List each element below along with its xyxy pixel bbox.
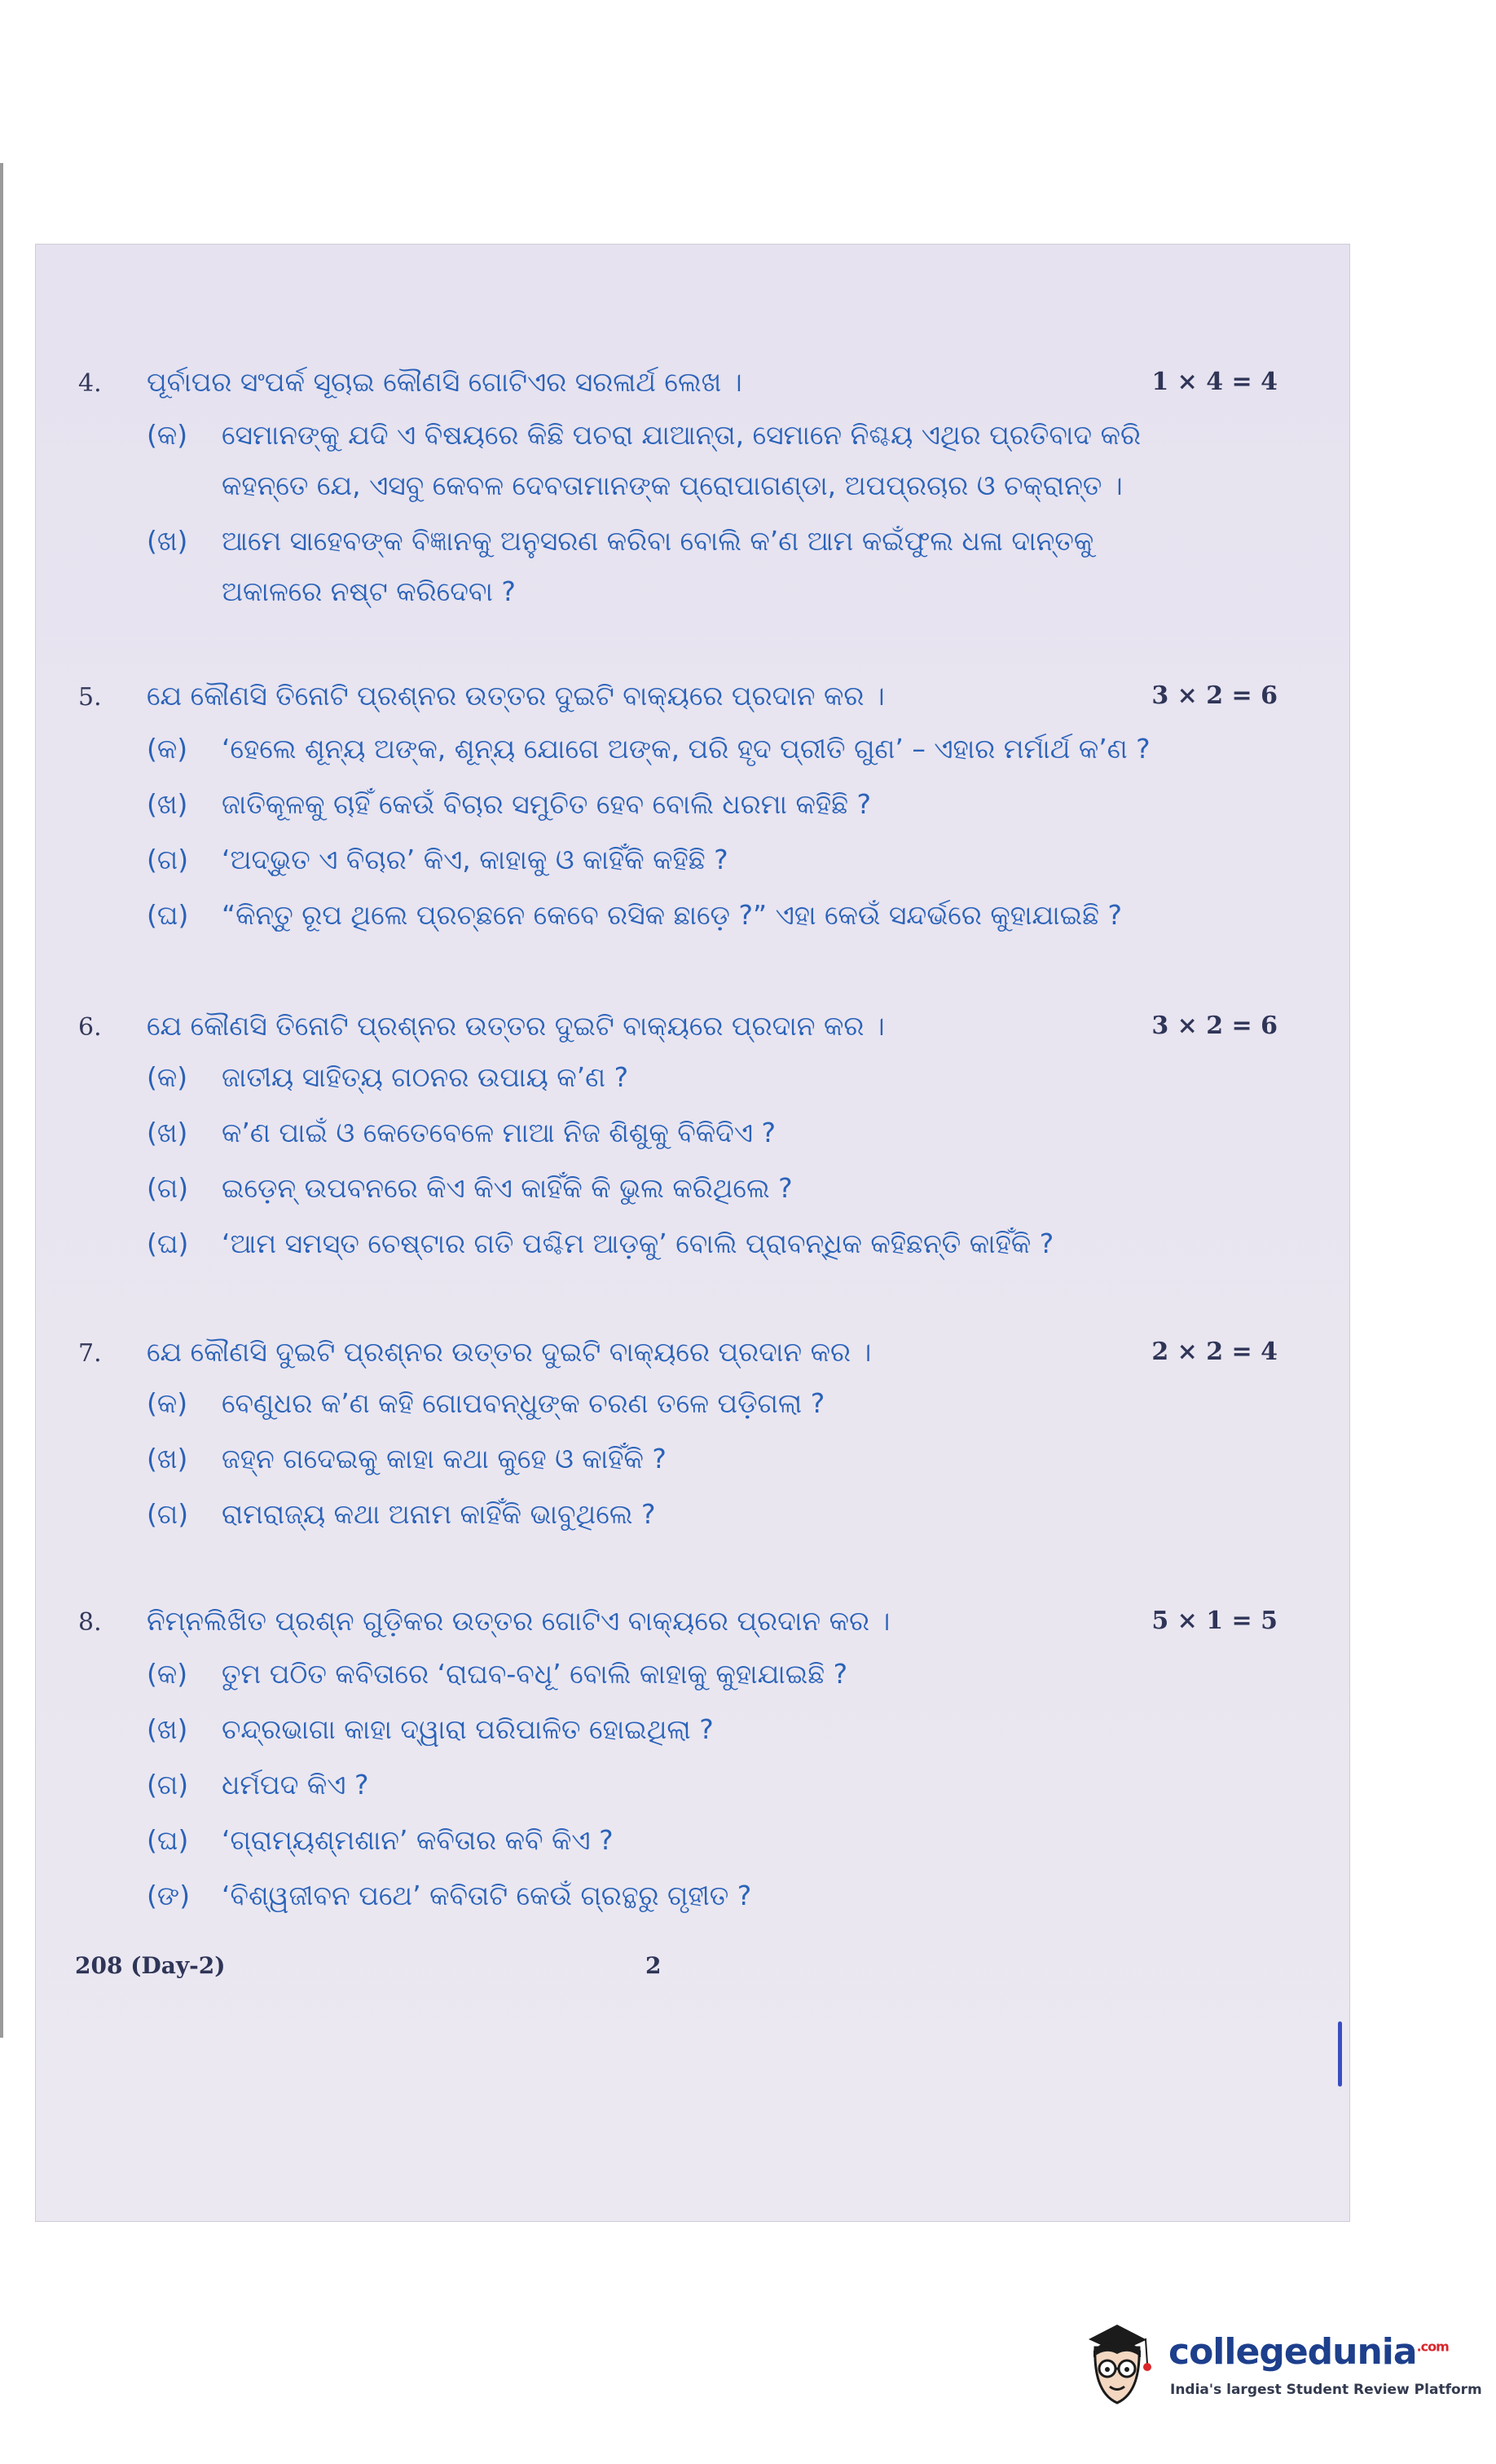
question-4-header <box>36 363 1349 412</box>
collegedunia-watermark <box>1072 2315 1482 2413</box>
sub-question-text: ଜାତିକୂଳକୁ ଚାହିଁ କେଉଁ ବିଚାର ସମୁଚିତ ହେବ ବୋଲି ଧରମା କହିଛି ? <box>222 788 872 820</box>
sub-question-label: (ଖ) <box>147 525 188 557</box>
sub-question-text-continued: କହନ୍ତେ ଯେ, ଏସବୁ କେବଳ ଦେବତାମାନଙ୍କ ପ୍ରୋପାଗଣ୍ଡା, ଅପପ୍ରଚାର ଓ ଚକ୍ରାନ୍ତ । <box>222 469 1123 501</box>
sub-question <box>147 890 1255 941</box>
sub-question-label: (ଗ) <box>147 1769 189 1801</box>
sub-question-text: ସେମାନଙ୍କୁ ଯଦି ଏ ବିଷୟରେ କିଛି ପଚରା ଯାଆନ୍ତା, ସେମାନେ ନିଶ୍ଚୟ ଏଥିର ପ୍ରତିବାଦ କରି <box>222 419 1142 451</box>
sub-question <box>147 1163 1255 1214</box>
sub-question-text: ‘ଗ୍ରାମ୍ୟଶ୍ମଶାନ’ କବିତାର କବି କିଏ ? <box>222 1824 614 1856</box>
sub-question-text: ‘ହେଲେ ଶୂନ୍ୟ ଅଙ୍କ, ଶୂନ୍ୟ ଯୋଗେ ଅଙ୍କ, ପରି ହୃଦ ପ୍ରୀତି ଗୁଣ’ – ଏହାର ମର୍ମାର୍ଥ କ’ଣ ? <box>222 733 1151 765</box>
sub-question-label: (ଖ) <box>147 788 188 820</box>
question-instruction: ନିମ୍ନଲିଖିତ ପ୍ରଶ୍ନ ଗୁଡ଼ିକର ଉତ୍ତର ଗୋଟିଏ ବାକ୍ୟରେ ପ୍ରଦାନ କର । <box>147 1605 891 1637</box>
sub-question-text: ଚନ୍ଦ୍ରଭାଗା କାହା ଦ୍ୱାରା ପରିପାଳିତ ହୋଇଥିଲା ? <box>222 1713 714 1745</box>
brand-domain-suffix: .com <box>1416 2338 1449 2355</box>
sub-question-text: ଜାତୀୟ ସାହିତ୍ୟ ଗଠନର ଉପାୟ କ’ଣ ? <box>222 1061 629 1093</box>
question-8-header <box>36 1602 1349 1651</box>
sub-question-label: (ଗ) <box>147 1172 189 1204</box>
sub-question-label: (କ) <box>147 419 188 451</box>
sub-question-text: ତୁମ ପଠିତ କବିତାରେ ‘ରାଘବ-ବଧୂ’ ବୋଲି କାହାକୁ କୁହାଯାଇଛି ? <box>222 1658 848 1690</box>
question-instruction: ଯେ କୌଣସି ତିନୋଟି ପ୍ରଶ୍ନର ଉତ୍ତର ଦୁଇଟି ବାକ୍ୟରେ ପ୍ରଦାନ କର । <box>147 680 885 712</box>
question-5-header <box>36 677 1349 725</box>
question-instruction: ଯେ କୌଣସି ଦୁଇଟି ପ୍ରଶ୍ନର ଉତ୍ତର ଦୁଇଟି ବାକ୍ୟରେ ପ୍ରଦାନ କର । <box>147 1336 872 1368</box>
sub-question <box>147 1434 1255 1484</box>
sub-question-label: (କ) <box>147 1658 188 1690</box>
question-number: 8. <box>78 1608 102 1637</box>
sub-question <box>147 1649 1255 1699</box>
mascot-logo-icon <box>1072 2315 1162 2413</box>
question-marks: 3 × 2 = 6 <box>1151 1012 1278 1040</box>
sub-question <box>147 410 1255 511</box>
sub-question-text: କ’ଣ ପାଇଁ ଓ କେତେବେଳେ ମାଆ ନିଜ ଶିଶୁକୁ ବିକିଦିଏ ? <box>222 1117 777 1148</box>
sub-question-label: (କ) <box>147 1387 188 1419</box>
sub-question-text: ରାମରାଜ୍ୟ କଥା ଅନାମ କାହିଁକି ଭାବୁଥିଲେ ? <box>222 1498 656 1530</box>
sub-question <box>147 1760 1255 1810</box>
sub-question-label: (ଗ) <box>147 1498 189 1530</box>
sub-question-label: (ଘ) <box>147 1228 189 1259</box>
sub-question-text: ଆମେ ସାହେବଙ୍କ ବିଜ୍ଞାନକୁ ଅନୁସରଣ କରିବା ବୋଲି କ’ଣ ଆମ କଇଁଫୁଲ ଧଳା ଦାନ୍ତକୁ <box>222 525 1094 557</box>
sub-question-label: (ଘ) <box>147 899 189 931</box>
sub-question <box>147 1704 1255 1755</box>
question-marks: 5 × 1 = 5 <box>1151 1607 1278 1635</box>
scan-edge <box>0 163 3 2038</box>
question-marks: 3 × 2 = 6 <box>1151 681 1278 710</box>
sub-question-label: (କ) <box>147 1061 188 1093</box>
sub-question-text: ‘ବିଶ୍ୱଜୀବନ ପଥେ’ କବିତାଟି କେଉଁ ଗ୍ରନ୍ଥରୁ ଗୃହୀତ ? <box>222 1880 752 1911</box>
page-number: 2 <box>645 1952 662 1979</box>
sub-question-label: (ଖ) <box>147 1713 188 1745</box>
question-number: 5. <box>78 683 102 712</box>
sub-question <box>147 779 1255 830</box>
question-number: 6. <box>78 1013 102 1042</box>
exam-page <box>36 245 1349 2221</box>
sub-question-text: ‘ଆମ ସମସ୍ତ ଚେଷ୍ଟାର ଗତି ପଶ୍ଚିମ ଆଡ଼କୁ’ ବୋଲି ପ୍ରାବନ୍ଧିକ କହିଛନ୍ତି କାହିଁକି ? <box>222 1228 1054 1259</box>
question-7-header <box>36 1333 1349 1382</box>
paper-code: 208 (Day-2) <box>75 1952 226 1979</box>
sub-question <box>147 724 1255 774</box>
question-6-header <box>36 1007 1349 1056</box>
brand-name <box>1168 2331 1449 2373</box>
question-instruction: ପୂର୍ବାପର ସଂପର୍କ ସୂଚାଇ କୌଣସି ଗୋଟିଏର ସରଳାର୍ଥ ଲେଖ । <box>147 366 742 398</box>
sub-question-text: ଇଡ଼େନ୍ ଉପବନରେ କିଏ କିଏ କାହିଁକି କି ଭୁଲ କରିଥିଲେ ? <box>222 1172 793 1204</box>
sub-question-label: (କ) <box>147 733 188 765</box>
sub-question-label: (ଙ) <box>147 1880 191 1911</box>
sub-question-text: ଧର୍ମପଦ କିଏ ? <box>222 1769 369 1801</box>
sub-question-text: ‘ଅଦ୍‌ଭୁତ ଏ ବିଚାର’ କିଏ, କାହାକୁ ଓ କାହିଁକି କହିଛି ? <box>222 844 728 875</box>
sub-question <box>147 1378 1255 1429</box>
sub-question <box>147 1108 1255 1158</box>
brand-name-text: collegedunia <box>1168 2331 1417 2373</box>
sub-question-text: ଜହ୍ନ ଗଦେଇକୁ କାହା କଥା କୁହେ ଓ କାହିଁକି ? <box>222 1443 667 1474</box>
sub-question-text: ବେଣୁଧର କ’ଣ କହି ଗୋପବନ୍ଧୁଙ୍କ ଚରଣ ତଳେ ପଡ଼ିଗଲା ? <box>222 1387 825 1419</box>
sub-question <box>147 1489 1255 1540</box>
sub-question-label: (ଖ) <box>147 1117 188 1148</box>
question-marks: 2 × 2 = 4 <box>1151 1338 1278 1366</box>
question-number: 4. <box>78 369 102 398</box>
question-number: 7. <box>78 1339 102 1368</box>
sub-question <box>147 516 1255 617</box>
sub-question <box>147 1815 1255 1866</box>
sub-question <box>147 1052 1255 1103</box>
sub-question-text-continued: ଅକାଳରେ ନଷ୍ଟ କରିଦେବା ? <box>222 575 516 607</box>
sub-question <box>147 1219 1255 1269</box>
sub-question <box>147 1871 1255 1921</box>
question-instruction: ଯେ କୌଣସି ତିନୋଟି ପ୍ରଶ୍ନର ଉତ୍ତର ଦୁଇଟି ବାକ୍ୟରେ ପ୍ରଦାନ କର । <box>147 1010 885 1042</box>
brand-tagline: India's largest Student Review Platform <box>1170 2382 1482 2398</box>
sub-question-label: (ଗ) <box>147 844 189 875</box>
sub-question <box>147 835 1255 885</box>
pen-mark <box>1338 2021 1342 2087</box>
sub-question-label: (ଖ) <box>147 1443 188 1474</box>
sub-question-label: (ଘ) <box>147 1824 189 1856</box>
sub-question-text: “କିନ୍ତୁ ରୂପ ଥିଲେ ପ୍ରଚ୍ଛନେ କେବେ ରସିକ ଛାଡ଼େ ?” ଏହା କେଉଁ ସନ୍ଦର୍ଭରେ କୁହାଯାଇଛି ? <box>222 899 1123 931</box>
question-marks: 1 × 4 = 4 <box>1151 368 1278 396</box>
